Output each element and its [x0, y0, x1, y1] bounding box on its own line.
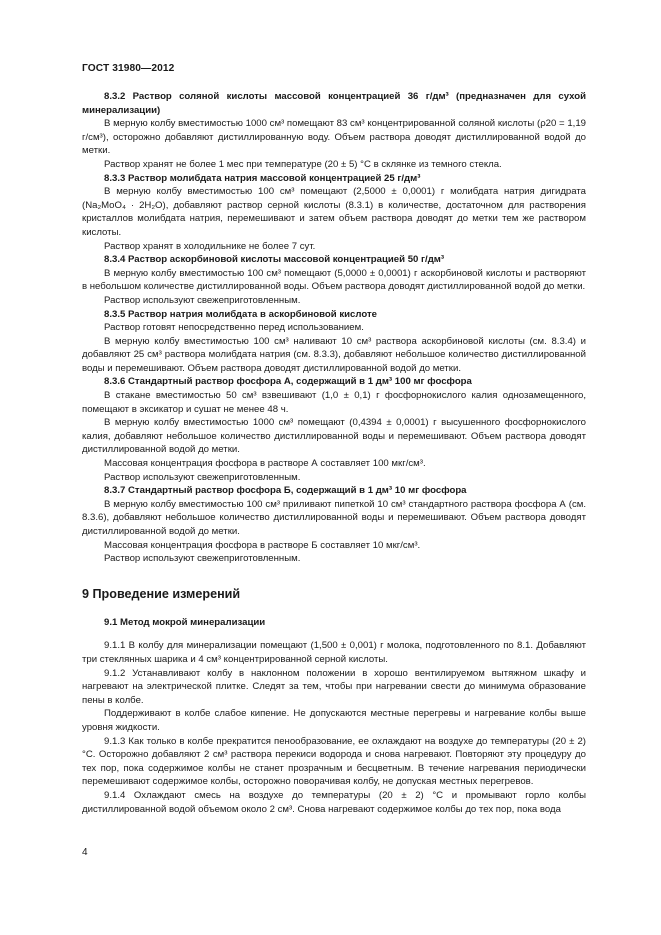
paragraph: Раствор хранят в холодильнике не более 7 сут.: [104, 240, 316, 252]
paragraph: Массовая концентрация фосфора в растворе Б составляет 10 мкг/см³.: [104, 539, 421, 551]
subsection-heading: 8.3.4 Раствор аскорбиновой кислоты массовой концентрацией 50 г/дм³: [104, 254, 445, 266]
paragraph: 9.1.1 В колбу для минерализации помещают (1,500 ± 0,001) г молока, подготовленного по 8.1. Добавляют три стеклянных шарика и 4 см³ концентрированной серной кислоты.: [82, 640, 586, 665]
paragraph: В мерную колбу вместимостью 100 см³ помещают (2,5000 ± 0,0001) г молибдата натрия дигидрата (Na₂MoO₄ · 2H₂O), добавляют раствор серной кислоты (8.3.1) в количестве, достаточном для растворения кристаллов молибдата натрия, перемешивают и затем объем раствора доводят до метки тем же раствором кислоты.: [82, 186, 586, 238]
paragraph: 9.1.2 Устанавливают колбу в наклонном положении в хорошо вентилируемом вытяжном шкафу и нагревают на электрической плитке. Следят за тем, чтобы при нагревании свести до минимума образование пены в колбе.: [82, 667, 586, 706]
paragraph: Раствор используют свежеприготовленным.: [104, 471, 301, 483]
paragraph: Раствор готовят непосредственно перед использованием.: [104, 322, 364, 334]
section-title: 9 Проведение измерений: [82, 586, 241, 601]
paragraph: Раствор хранят не более 1 мес при температуре (20 ± 5) °С в склянке из темного стекла.: [104, 158, 502, 170]
section-9-1-text: [82, 639, 586, 816]
paragraph: В стакане вместимостью 50 см³ взвешивают (1,0 ± 0,1) г фосфорнокислого калия однозамещенного, помещают в эксикатор и сушат не менее 48 ч.: [82, 390, 586, 415]
subsection-title: 9.1 Метод мокрой минерализации: [104, 616, 266, 628]
paragraph: В мерную колбу вместимостью 1000 см³ помещают 83 см³ концентрированной соляной кислоты (ρ20 = 1,19 г/см³), осторожно добавляют дистиллированную воду. Объем раствора доводят дистиллированной водой до метки.: [82, 118, 586, 157]
paragraph: Раствор используют свежеприготовленным.: [104, 294, 301, 306]
subsection-heading: 8.3.3 Раствор молибдата натрия массовой концентрацией 25 г/дм³: [104, 172, 421, 184]
section-8-3-text: [82, 90, 586, 566]
paragraph: В мерную колбу вместимостью 100 см³ наливают 10 см³ раствора аскорбиновой кислоты (см. 8.3.4) и добавляют 25 см³ раствора молибдата натрия (см. 8.3.3), добавляют небольшое количество дистиллированной воды и перемешивают. Объем раствора доводят дистиллированной водой до метки.: [82, 335, 586, 374]
paragraph: В мерную колбу вместимостью 1000 см³ помещают (0,4394 ± 0,0001) г высушенного фосфорнокислого калия, добавляют небольшое количество дистиллированной воды и перемешивают. Объем раствора доводят дистиллированной водой до метки.: [82, 417, 586, 456]
standard-header: ГОСТ 31980—2012: [82, 63, 175, 74]
paragraph: В мерную колбу вместимостью 100 см³ приливают пипеткой 10 см³ стандартного раствора фосфора А (см. 8.3.6), добавляют небольшое количество дистиллированной воды и перемешивают. Объем раствора доводят дистиллированной водой до метки.: [82, 498, 586, 537]
page-number: 4: [82, 847, 88, 858]
subsection-heading: 8.3.2 Раствор соляной кислоты массовой концентрацией 36 г/дм³ (предназначен для сухой минерализации): [82, 91, 586, 116]
paragraph: Раствор используют свежеприготовленным.: [104, 553, 301, 565]
subsection-heading: 8.3.5 Раствор натрия молибдата в аскорбиновой кислоте: [104, 308, 378, 320]
paragraph: Поддерживают в колбе слабое кипение. Не допускаются местные перегревы и нагревание колбы выше уровня жидкости.: [82, 708, 586, 733]
paragraph: Массовая концентрация фосфора в растворе А составляет 100 мкг/см³.: [104, 458, 426, 470]
paragraph: 9.1.4 Охлаждают смесь на воздухе до температуры (20 ± 2) °С и промывают горло колбы дистиллированной водой объемом около 2 см³. Снова нагревают содержимое колбы до тех пор, пока вода: [82, 789, 586, 815]
page-content: [82, 90, 586, 816]
subsection-heading: 8.3.6 Стандартный раствор фосфора А, содержащий в 1 дм³ 100 мг фосфора: [104, 376, 472, 388]
paragraph: В мерную колбу вместимостью 100 см³ помещают (5,0000 ± 0,0001) г аскорбиновой кислоты и растворяют в небольшом количестве дистиллированной воды. Объем раствора доводят дистиллированной водой до метки.: [82, 267, 586, 293]
subsection-heading: 8.3.7 Стандартный раствор фосфора Б, содержащий в 1 дм³ 10 мг фосфора: [104, 485, 467, 497]
paragraph: 9.1.3 Как только в колбе прекратится пенообразование, ее охлаждают на воздухе до температуры (20 ± 2) °С. Осторожно добавляют 2 см³ раствора перекиси водорода и снова нагревают. Повторяют эту процедуру до тех пор, пока содержимое колбы не станет прозрачным и бесцветным. В течение нагревания периодически перемешивают содержимое колбы, осторожно поворачивая колбу, не допуская местных перегревов.: [82, 735, 586, 788]
